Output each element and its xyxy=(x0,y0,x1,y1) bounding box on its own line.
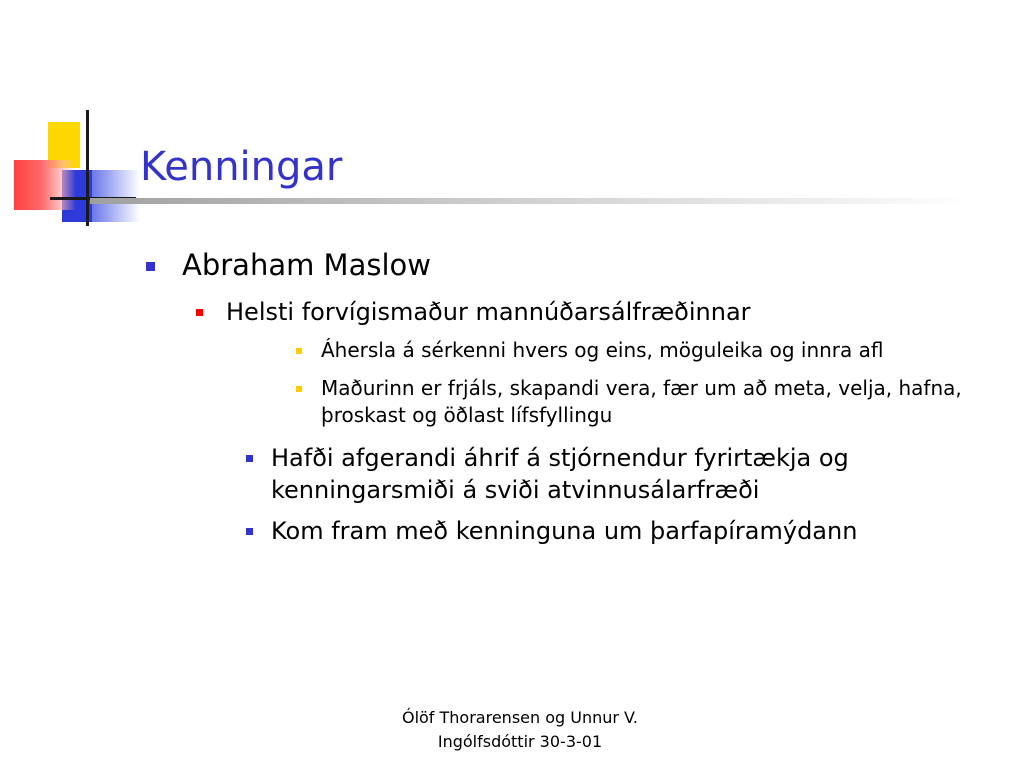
slide-title: Kenningar xyxy=(140,144,343,190)
slide-footer: Ólöf Thorarensen og Unnur V. Ingólfsdóttir 30-3-01 xyxy=(401,708,639,751)
bullet-text: Maðurinn er frjáls, skapandi vera, fær um að meta, velja, hafna, þroskast og öðlast lífsfyllingu xyxy=(321,376,962,427)
logo-vertical-line xyxy=(86,110,89,226)
slide-logo-graphic xyxy=(0,0,140,240)
bullet-text: Helsti forvígismaður mannúðarsálfræðinnar xyxy=(226,298,751,326)
title-underline-rule xyxy=(90,198,970,204)
bullet-text: Kom fram með kenninguna um þarfapíramýdann xyxy=(271,517,858,545)
square-bullet-icon xyxy=(146,262,155,271)
bullet-text: Hafði afgerandi áhrif á stjórnendur fyrirtækja og kenningarsmiði á sviði atvinnusálarfræði xyxy=(271,444,849,504)
bullet-text: Áhersla á sérkenni hvers og eins, möguleika og innra afl xyxy=(321,338,884,362)
square-bullet-icon xyxy=(296,348,302,354)
square-bullet-icon xyxy=(196,309,203,316)
square-bullet-icon xyxy=(246,455,253,462)
logo-blue-fade xyxy=(92,170,140,222)
square-bullet-icon xyxy=(246,528,253,535)
logo-red-gradient-square xyxy=(14,160,76,210)
square-bullet-icon xyxy=(296,386,302,392)
bullet-text: Abraham Maslow xyxy=(182,248,431,282)
